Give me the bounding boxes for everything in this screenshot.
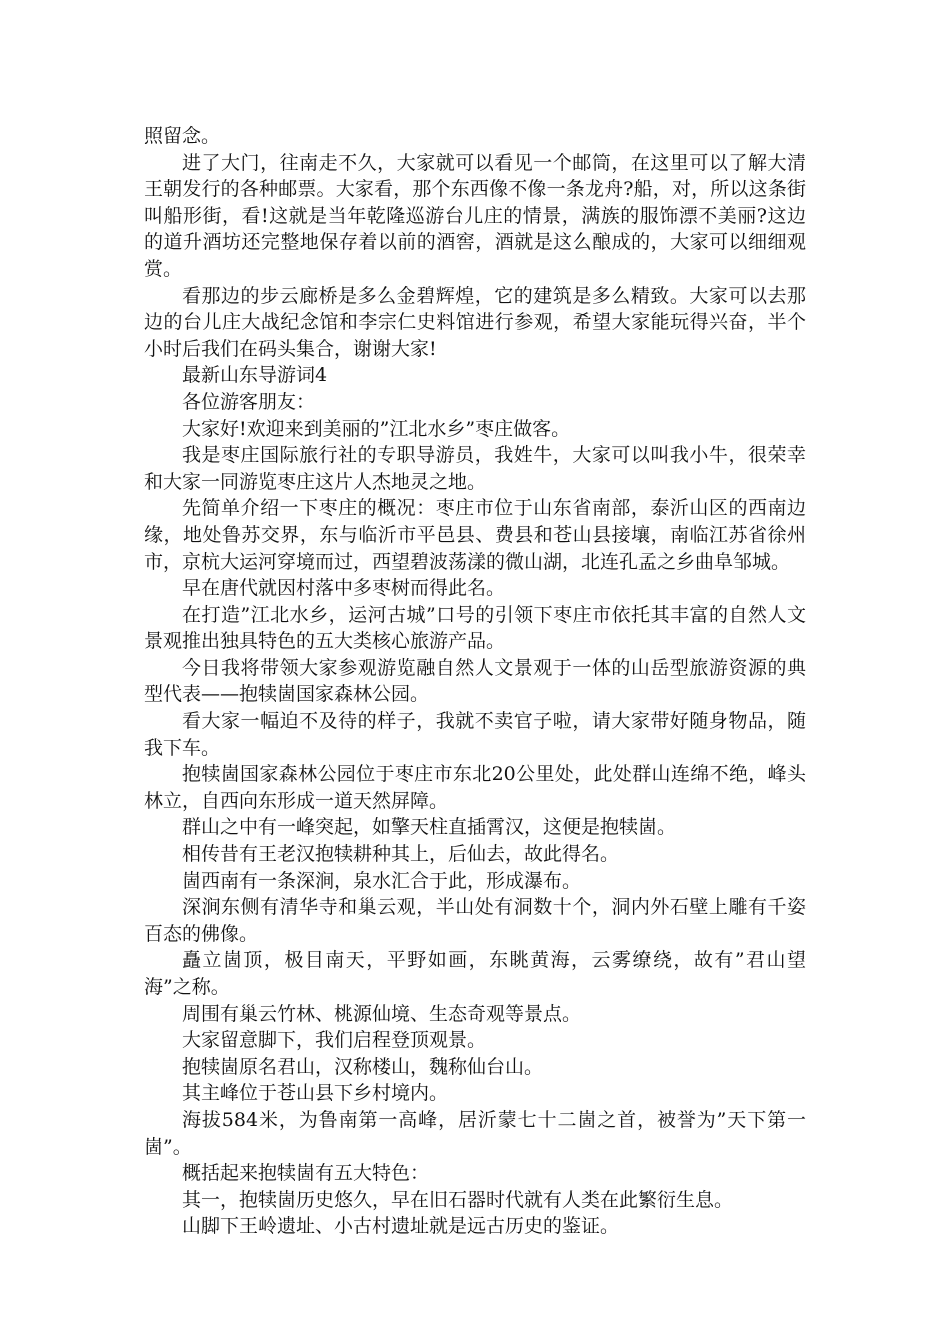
paragraph: 在打造”江北水乡，运河古城”口号的引领下枣庄市依托其丰富的自然人文景观推出独具特色的五大类核心旅游产品。 [144,603,806,653]
document-body [144,123,806,1240]
paragraph: 大家留意脚下，我们启程登顶观景。 [182,1029,487,1052]
paragraph: 抱犊崮国家森林公园位于枣庄市东北20公里处，此处群山连绵不绝，峰头林立，自西向东形成一道天然屏障。 [144,763,806,812]
paragraph: 矗立崮顶，极目南天，平野如画，东眺黄海，云雾缭绕，故有”君山望海”之称。 [144,949,806,998]
paragraph: 我是枣庄国际旅行社的专职导游员，我姓牛，大家可以叫我小牛，很荣幸和大家一同游览枣庄这片人杰地灵之地。 [144,444,806,493]
paragraph: 其一，抱犊崮历史悠久，早在旧石器时代就有人类在此繁衍生息。 [182,1188,734,1211]
paragraph: 进了大门，往南走不久，大家就可以看见一个邮筒，在这里可以了解大清王朝发行的各种邮票。大家看，那个东西像不像一条龙舟?船，对，所以这条街叫船形街，看!这就是当年乾隆巡游台儿庄的情景，满族的服饰漂不美丽?这边的道升酒坊还完整地保存着以前的酒窖，酒就是这么酿成的，大家可以细细观赏。 [144,151,806,280]
paragraph: 大家好!欢迎来到美丽的”江北水乡”枣庄做客。 [182,417,571,440]
paragraph: 其主峰位于苍山县下乡村境内。 [182,1082,449,1105]
section-heading: 最新山东导游词4 [182,364,328,387]
paragraph: 深涧东侧有清华寺和巢云观，半山处有洞数十个，洞内外石壁上雕有千姿百态的佛像。 [144,896,806,945]
paragraph: 看大家一幅迫不及待的样子，我就不卖官子啦，请大家带好随身物品，随我下车。 [144,710,806,759]
paragraph: 抱犊崮原名君山，汉称楼山，魏称仙台山。 [182,1055,544,1078]
paragraph: 山脚下王岭遗址、小古村遗址就是远古历史的鉴证。 [182,1215,620,1238]
paragraph: 周围有巢云竹林、桃源仙境、生态奇观等景点。 [182,1002,582,1025]
paragraph: 海拔584米，为鲁南第一高峰，居沂蒙七十二崮之首，被誉为”天下第一崮”。 [144,1108,806,1158]
paragraph: 照留念。 [144,125,221,147]
paragraph: 崮西南有一条深涧，泉水汇合于此，形成瀑布。 [182,869,582,892]
paragraph: 相传昔有王老汉抱犊耕种其上，后仙去，故此得名。 [182,843,620,866]
paragraph: 早在唐代就因村落中多枣树而得此名。 [182,577,506,600]
paragraph: 看那边的步云廊桥是多么金碧辉煌，它的建筑是多么精致。大家可以去那边的台儿庄大战纪念馆和李宗仁史料馆进行参观，希望大家能玩得兴奋，半个小时后我们在码头集合，谢谢大家! [144,284,806,360]
paragraph: 各位游客朋友： [182,390,316,413]
paragraph: 群山之中有一峰突起，如擎天柱直插霄汉，这便是抱犊崮。 [182,816,677,839]
paragraph: 概括起来抱犊崮有五大特色： [182,1162,430,1185]
paragraph: 今日我将带领大家参观游览融自然人文景观于一体的山岳型旅游资源的典型代表——抱犊崮国家森林公园。 [144,656,806,706]
paragraph: 先简单介绍一下枣庄的概况：枣庄市位于山东省南部，泰沂山区的西南边缘，地处鲁苏交界，东与临沂市平邑县、费县和苍山县接壤，南临江苏省徐州市，京杭大运河穿境而过，西望碧波荡漾的微山湖，北连孔孟之乡曲阜邹城。 [144,497,806,573]
